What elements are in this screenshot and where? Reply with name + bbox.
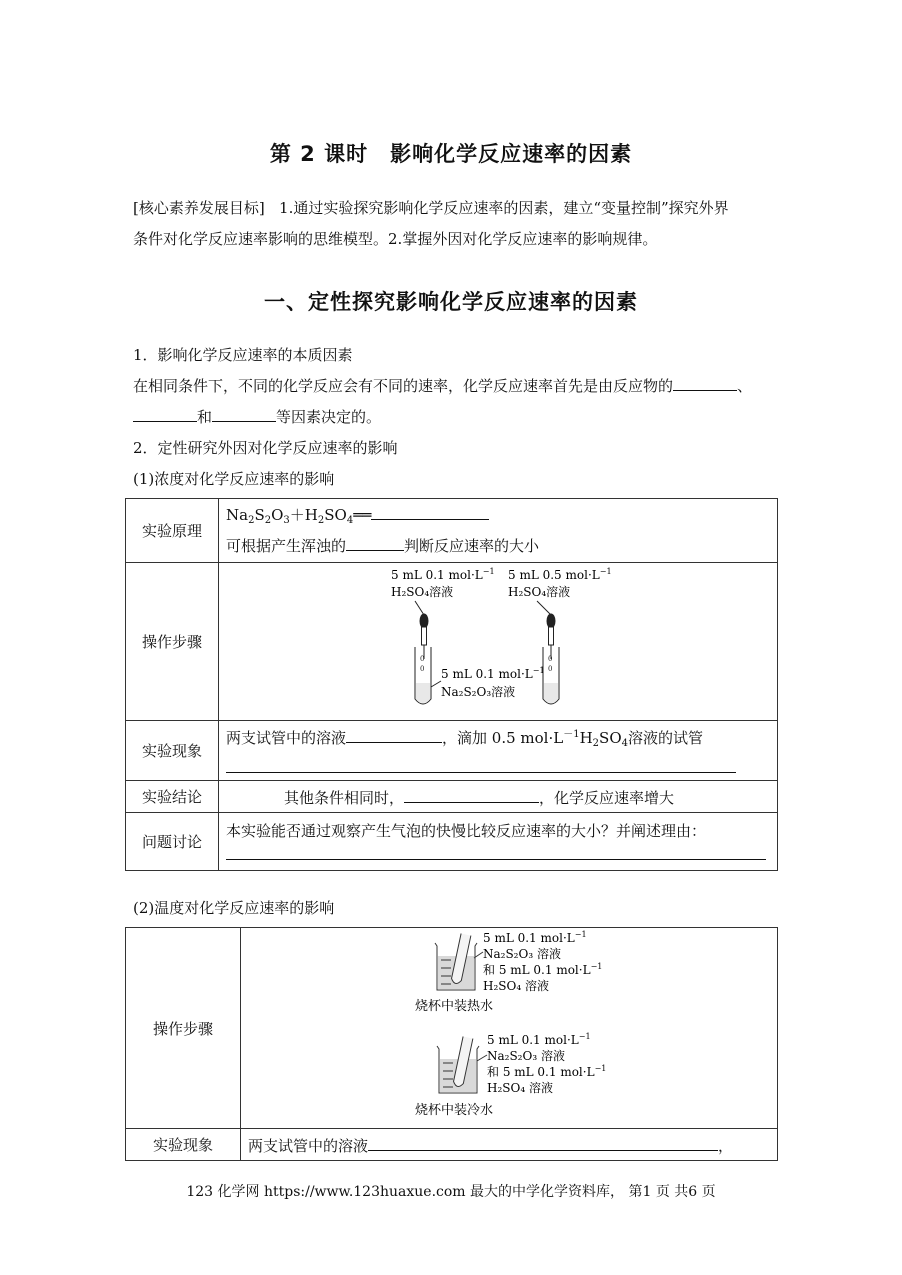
item1-and: 和 (197, 408, 213, 426)
section-heading: 一、定性探究影响化学反应速率的因素 (264, 290, 638, 314)
phenomenon-text-d: 溶液的试管 (628, 729, 704, 747)
blank[interactable] (673, 374, 737, 391)
blank[interactable] (404, 786, 539, 803)
principle-label: 实验原理 (126, 499, 219, 563)
conclusion-text-b: ，化学反应速率增大 (539, 788, 675, 807)
steps-figure-cell (219, 563, 778, 721)
principle-text-a: 可根据产生浑浊的 (226, 536, 347, 555)
temperature-table (125, 927, 778, 1161)
right-acid-name: H₂SO₄溶液 (508, 585, 571, 599)
temp-steps-label: 操作步骤 (126, 928, 241, 1129)
cold-line2: Na₂S₂O₃ 溶液 (487, 1049, 565, 1063)
phenomenon-text-b: ，滴加 0.5 mol·L (442, 729, 564, 747)
conclusion-text-a: 其他条件相同时， (284, 788, 405, 807)
item1-line2 (133, 402, 773, 433)
right-acid-conc: 5 mL 0.5 $mol\cdot L^{-1}$ (508, 567, 612, 582)
dropper-icon (415, 601, 428, 659)
section1-body (133, 340, 773, 495)
discussion-label: 问题讨论 (126, 813, 219, 871)
dropper-icon (537, 601, 555, 659)
test-tube-figure (219, 563, 777, 716)
cold-caption: 烧杯中装冷水 (415, 1103, 494, 1118)
hot-caption: 烧杯中装热水 (415, 999, 494, 1014)
phenomenon-text-a: 两支试管中的溶液 (226, 729, 347, 747)
item1-title: 1．影响化学反应速率的本质因素 (133, 346, 353, 364)
tube-volume: 5 mL 0.1 $mol\cdot L^{-1}$ (441, 666, 545, 681)
blank[interactable] (346, 534, 404, 551)
objectives-line1: 1.通过实验探究影响化学反应速率的因素，建立“变量控制”探究外界 (279, 199, 729, 217)
left-acid-conc: 5 mL 0.1 $mol\cdot L^{-1}$ (391, 567, 495, 582)
blank[interactable] (212, 405, 276, 422)
discussion-text: 本实验能否通过观察产生气泡的快慢比较反应速率的大小？并阐述理由： (226, 821, 707, 840)
objectives (133, 193, 773, 255)
item1-line1-text: 在相同条件下，不同的化学反应会有不同的速率，化学反应速率首先是由反应物的 (133, 377, 674, 395)
conclusion-cell (219, 781, 778, 813)
blank[interactable] (346, 726, 442, 743)
objectives-label: [核心素养发展目标] (133, 199, 265, 217)
blank[interactable] (371, 503, 489, 520)
temp-figure-cell (241, 928, 778, 1129)
svg-text:0: 0 (420, 655, 425, 663)
equation-arrow: ══ (353, 505, 372, 524)
sub1-title: (1)浓度对化学反应速率的影响 (133, 470, 335, 488)
concentration-table (125, 498, 778, 871)
hot-line4: H₂SO₄ 溶液 (483, 979, 549, 993)
objectives-line2: 条件对化学反应速率影响的思维模型。2.掌握外因对化学反应速率的影响规律。 (133, 230, 658, 248)
item2-title: 2．定性研究外因对化学反应速率的影响 (133, 439, 398, 457)
temp-phenomenon-cell (241, 1129, 778, 1161)
hot-line1: 5 mL 0.1 $mol\cdot L^{-1}$ (483, 930, 587, 945)
svg-text:0: 0 (548, 655, 553, 663)
principle-cell: $Na_2S_2O_3+H_2SO_4══$ 可根据产生浑浊的 判断反应速率的大小 (219, 499, 778, 563)
blank[interactable] (133, 405, 197, 422)
hot-line2: Na₂S₂O₃ 溶液 (483, 947, 561, 961)
blank[interactable] (226, 843, 766, 860)
sub2-title: (2)温度对化学反应速率的影响 (133, 899, 335, 917)
left-acid-name: H₂SO₄溶液 (391, 585, 454, 599)
phenomenon-label: 实验现象 (126, 721, 219, 781)
test-tube-icon (415, 647, 431, 704)
phenomenon-text-c: H (579, 729, 593, 747)
beaker-icon (435, 933, 477, 990)
test-tube-icon (543, 647, 559, 704)
beaker-figure (241, 928, 777, 1124)
item1-line1 (133, 371, 773, 402)
conclusion-label: 实验结论 (126, 781, 219, 813)
svg-text:0: 0 (420, 665, 425, 673)
hot-line3: 和 5 mL 0.1 $mol\cdot L^{-1}$ (483, 962, 603, 977)
temp-phenomenon-text: 两支试管中的溶液 (248, 1136, 369, 1155)
principle-text-b: 判断反应速率的大小 (404, 536, 540, 555)
cold-line3: 和 5 mL 0.1 $mol\cdot L^{-1}$ (487, 1064, 607, 1079)
temp-phenomenon-label: 实验现象 (126, 1129, 241, 1161)
blank[interactable] (226, 756, 736, 773)
phenomenon-cell: 两支试管中的溶液 ，滴加 0.5 $mol\cdot L^{-1}H_2SO_4$溶液的试管 (219, 721, 778, 781)
page-footer: 123 化学网 https://www.123huaxue.com 最大的中学化学资料库， 第1 页 共6 页 (186, 1184, 716, 1200)
cold-line1: 5 mL 0.1 $mol\cdot L^{-1}$ (487, 1032, 591, 1047)
cold-line4: H₂SO₄ 溶液 (487, 1081, 553, 1095)
item1-line1-end: 、 (737, 377, 753, 395)
item1-line2-end: 等因素决定的。 (276, 408, 382, 426)
tube-solution: Na₂S₂O₃溶液 (441, 685, 516, 699)
discussion-cell (219, 813, 778, 871)
svg-text:0: 0 (548, 665, 553, 673)
temp-phenomenon-end: ， (718, 1136, 734, 1155)
beaker-icon (437, 1036, 479, 1093)
blank[interactable] (368, 1134, 718, 1151)
page-title: 第 2 课时 影响化学反应速率的因素 (269, 142, 633, 166)
steps-label: 操作步骤 (126, 563, 219, 721)
